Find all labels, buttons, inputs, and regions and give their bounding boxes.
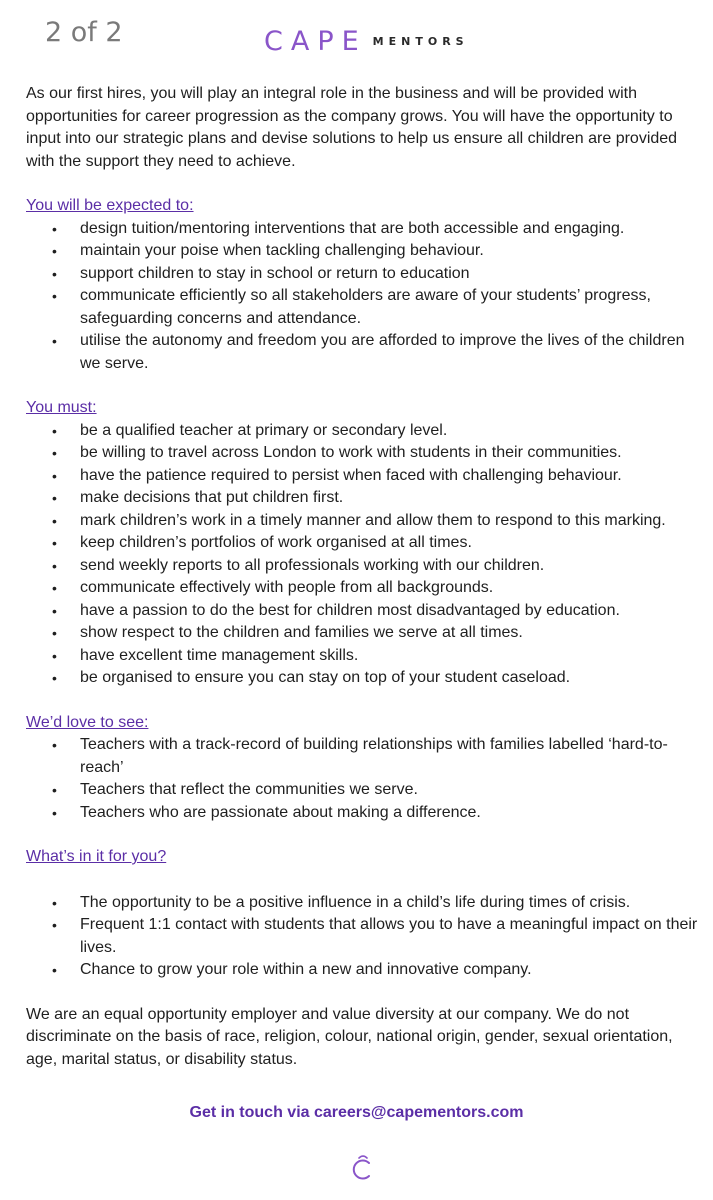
cape-c-logo-icon [346, 1152, 380, 1186]
list-item: • The opportunity to be a positive influence in a child’s life during times of crisis. [26, 892, 702, 915]
list-item: • be a qualified teacher at primary or secondary level. [26, 420, 702, 443]
list-item: • communicate effectively with people from all backgrounds. [26, 577, 702, 600]
list-item: • Frequent 1:1 contact with students that allows you to have a meaningful impact on their lives. [26, 914, 702, 959]
list-item: • communicate efficiently so all stakeholders are aware of your students’ progress, safeguarding concerns and attendance. [26, 285, 702, 330]
list-item: • have excellent time management skills. [26, 645, 702, 668]
love-to-see-list [26, 734, 702, 824]
contact-cta[interactable]: Get in touch via careers@capementors.com [189, 1104, 524, 1121]
list-item: • utilise the autonomy and freedom you are afforded to improve the lives of the children we serve. [26, 330, 702, 375]
closing-paragraph: We are an equal opportunity employer and value diversity at our company. We do not discriminate on the basis of race, religion, colour, national origin, gender, sexual orientation, age, marital status, or disability status. [26, 1005, 673, 1068]
list-item: • be willing to travel across London to work with students in their communities. [26, 442, 702, 465]
benefits-list [26, 892, 702, 982]
list-item: • Teachers that reflect the communities we serve. [26, 779, 702, 802]
list-item: • keep children’s portfolios of work organised at all times. [26, 532, 702, 555]
list-item: • maintain your poise when tackling challenging behaviour. [26, 240, 702, 263]
list-item: • support children to stay in school or return to education [26, 263, 702, 286]
list-item: • have a passion to do the best for children most disadvantaged by education. [26, 600, 702, 623]
list-item: • send weekly reports to all professionals working with our children. [26, 555, 702, 578]
list-item: • have the patience required to persist when faced with challenging behaviour. [26, 465, 702, 488]
list-item: • Teachers who are passionate about making a difference. [26, 802, 702, 825]
list-item: • mark children’s work in a timely manner and allow them to respond to this marking. [26, 510, 702, 533]
list-item: • make decisions that put children first. [26, 487, 702, 510]
logo-main-text: CAPE [264, 26, 367, 57]
section-heading-requirements: You must: [26, 399, 97, 416]
section-heading-love-to-see: We’d love to see: [26, 713, 149, 731]
logo-sub-text: MENTORS [372, 35, 469, 48]
cape-mentors-logo [264, 26, 469, 57]
list-item: • be organised to ensure you can stay on top of your student caseload. [26, 667, 702, 690]
list-item: • design tuition/mentoring interventions that are both accessible and engaging. [26, 218, 702, 241]
expectations-list [26, 218, 702, 376]
list-item: • Chance to grow your role within a new and innovative company. [26, 959, 702, 982]
requirements-list [26, 420, 702, 690]
page-indicator: 2 of 2 [45, 17, 123, 48]
list-item: • show respect to the children and families we serve at all times. [26, 622, 702, 645]
section-heading-expectations: You will be expected to: [26, 197, 194, 214]
intro-paragraph: As our first hires, you will play an integral role in the business and will be provided with opportunities for career progression as the company grows. You will have the opportunity to input into our strategic plans and devise solutions to help us ensure all children are provided with the support they need to achieve. [26, 85, 678, 170]
section-heading-benefits: What’s in it for you? [26, 848, 167, 865]
list-item: • Teachers with a track-record of building relationships with families labelled ‘hard-to-reach’ [26, 734, 702, 779]
document-body [26, 83, 702, 1071]
